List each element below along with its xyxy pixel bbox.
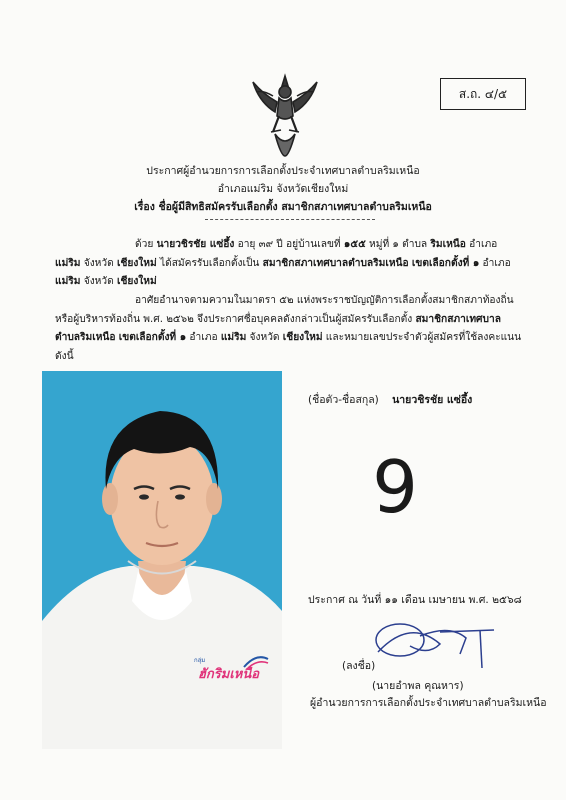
logo-swoosh-icon <box>242 655 270 669</box>
title-line-1: ประกาศผู้อำนวยการการเลือกตั้งประจำเทศบาลตำบลริมเหนือ <box>146 165 420 177</box>
candidate-photo <box>42 371 282 749</box>
signer-name: (นายอำพล คุณหาร) <box>372 680 464 692</box>
form-code: ส.ถ. ๔/๕ <box>458 86 508 101</box>
candidate-name-label: (ชื่อตัว-ชื่อสกุล) <box>308 394 379 406</box>
paragraph-1: ด้วย นายวชิรชัย แซ่อึ้ง อายุ ๓๙ ปี อยู่บ้านเลขที่ ๑๕๕ หมู่ที่ ๑ ตำบล ริมเหนือ อำเภอ แม่ริม จังหวัด เชียงใหม่ ได้สมัครรับเลือกตั้งเป็น สมาชิกสภาเทศบาลตำบลริมเหนือ เขตเลือกตั้งที่ ๑ อำเภอ แม่ริม จังหวัด เชียงใหม่ <box>55 239 511 288</box>
form-code-box <box>440 78 526 110</box>
paragraph-2: อาศัยอำนาจตามความในมาตรา ๕๒ แห่งพระราชบัญญัติการเลือกตั้งสมาชิกสภาท้องถิ่นหรือผู้บริหารท้องถิ่น พ.ศ. ๒๕๖๒ จึงประกาศชื่อบุคคลดังกล่าวเป็นผู้สมัครรับเลือกตั้ง สมาชิกสภาเทศบาลตำบลริมเหนือ เขตเลือกตั้งที่ ๑ อำเภอ แม่ริม จังหวัด เชียงใหม่ และหมายเลขประจำตัวผู้สมัครที่ใช้ลงคะแนน ดังนี้ <box>55 295 522 362</box>
candidate-number: 9 <box>372 445 418 529</box>
party-logo-prefix: กลุ่ม <box>194 657 206 664</box>
signer-title: ผู้อำนวยการการเลือกตั้งประจำเทศบาลตำบลริมเหนือ <box>310 697 547 709</box>
candidate-name-row <box>308 391 472 408</box>
title-line-3: เรื่อง ชื่อผู้มีสิทธิสมัครรับเลือกตั้ง สมาชิกสภาเทศบาลตำบลริมเหนือ <box>134 201 432 213</box>
candidate-name: นายวชิรชัย แซ่อึ้ง <box>392 394 473 406</box>
signature <box>370 616 500 674</box>
party-logo <box>194 655 272 687</box>
title-line-2: อำเภอแม่ริม จังหวัดเชียงใหม่ <box>217 183 349 195</box>
party-logo-text: ฮักริมเหนือ <box>198 667 260 682</box>
divider <box>205 219 375 220</box>
sign-label: (ลงชื่อ) <box>342 660 376 672</box>
announcement-date: ประกาศ ณ วันที่ ๑๑ เดือน เมษายน พ.ศ. ๒๕๖๘ <box>308 594 522 606</box>
garuda-emblem-icon <box>249 72 321 158</box>
